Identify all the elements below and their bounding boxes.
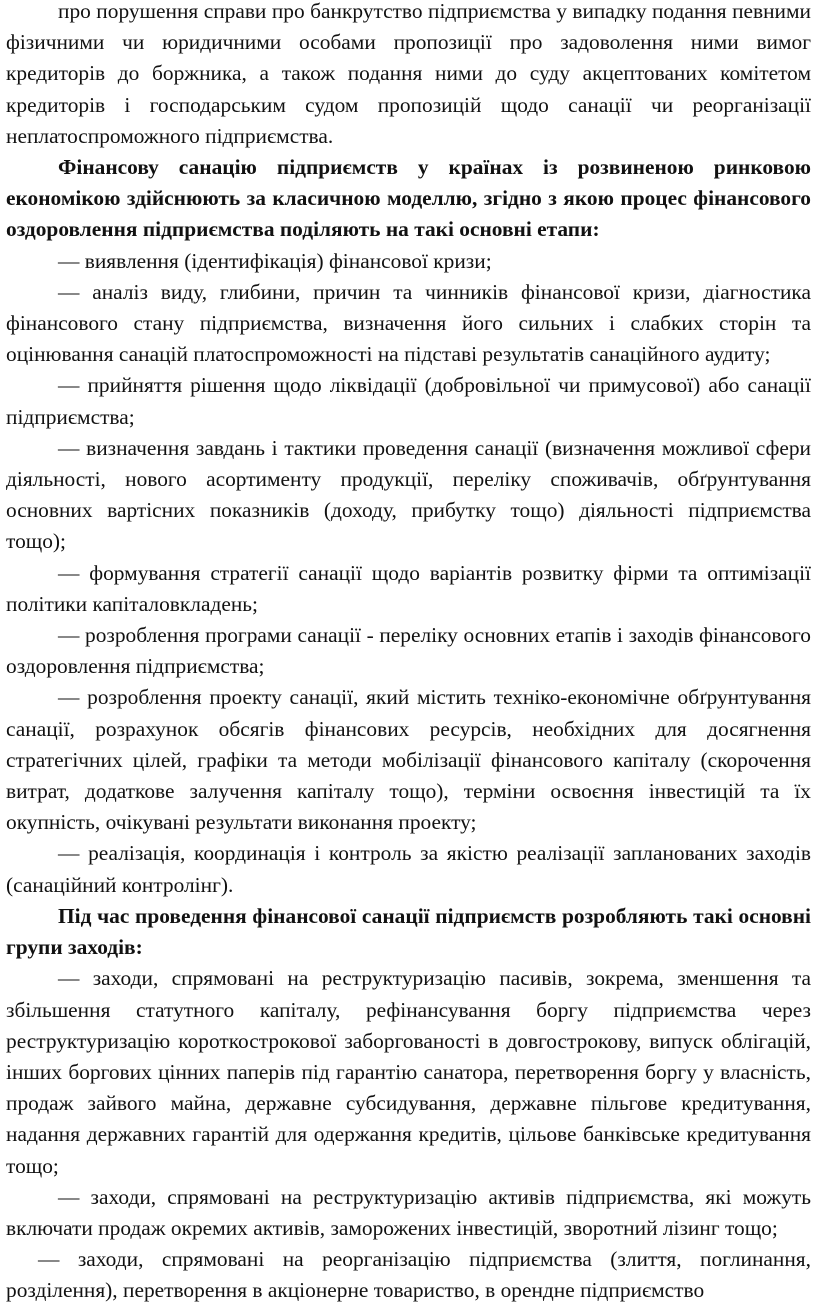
list-item-liabilities-restructuring: — заходи, спрямовані на реструктуризацію пасивів, зокрема, зменшення та збільшення статутного капіталу, рефінансування боргу підприємства через реструктуризацію короткострокової заборгованості в довгострокову, випуск облігацій, інших боргових цінних паперів під гарантію санатора, перетворення боргу у власність, продаж зайвого майна, державне субсидування, державне пільгове кредитування, надання державних гарантій для одержання кредитів, цільове банківське кредитування тощо; (6, 966, 811, 1178)
paragraph-bankruptcy-continuation: про порушення справи про банкрутство підприємства у випадку подання певними фізичними чи юридичними особами пропозиції про задоволення ними вимог кредиторів до боржника, а також подання ними до суду акцептованих комітетом кредиторів і господарським судом пропозицій щодо санації чи реорганізації неплатоспроможного підприємства. (6, 0, 811, 148)
list-item-project-development: — розроблення проекту санації, який містить техніко-економічне обґрунтування санації, розрахунок обсягів фінансових ресурсів, необхідних для досягнення стратегічних цілей, графіки та методи мобілізації фінансового капіталу (скорочення витрат, додаткове залучення капіталу тощо), терміни освоєння інвестицій та їх окупність, очікувані результати виконання проекту; (6, 685, 811, 835)
list-item-tasks-and-tactics: — визначення завдань і тактики проведення санації (визначення можливої сфери діяльності, нового асортименту продукції, переліку споживачів, обґрунтування основних вартісних показників (доходу, прибутку тощо) діяльності підприємства тощо); (6, 435, 811, 554)
list-item-strategy-formation: — формування стратегії санації щодо варіантів розвитку фірми та оптимізації політики капіталовкладень; (6, 560, 811, 616)
paragraph-measures-groups-heading: Під час проведення фінансової санації підприємств розробляють такі основні групи заходів: (6, 903, 811, 960)
list-item-assets-restructuring: — заходи, спрямовані на реструктуризацію активів підприємства, які можуть включати продаж окремих активів, заморожених інвестицій, зворотний лізинг тощо; (6, 1184, 811, 1240)
paragraph-sanation-stages-heading: Фінансову санацію підприємств у країнах із розвиненою ринковою економікою здійснюють за класичною моделлю, згідно з якою процес фінансового оздоровлення підприємства поділяють на такі основні етапи: (6, 155, 811, 242)
list-item-program-development: — розроблення програми санації - переліку основних етапів і заходів фінансового оздоровлення підприємства; (6, 623, 811, 679)
list-item-liquidation-decision: — прийняття рішення щодо ліквідації (добровільної чи примусової) або санації підприємства; (6, 373, 811, 429)
list-item-implementation-control: — реалізація, координація і контроль за якістю реалізації запланованих заходів (санаційний контролінг). (6, 841, 811, 897)
list-item-crisis-identification: — виявлення (ідентифікація) фінансової кризи; (58, 248, 492, 273)
list-item-crisis-analysis: — аналіз виду, глибини, причин та чинників фінансової кризи, діагностика фінансового стану підприємства, визначення його сильних і слабких сторін та оцінювання санацій платоспроможності на підставі результатів санаційного аудиту; (6, 279, 811, 367)
list-item-reorganization: — заходи, спрямовані на реорганізацію підприємства (злиття, поглинання, розділення), перетворення в акціонерне товариство, в орендне підприємство (6, 1247, 811, 1303)
